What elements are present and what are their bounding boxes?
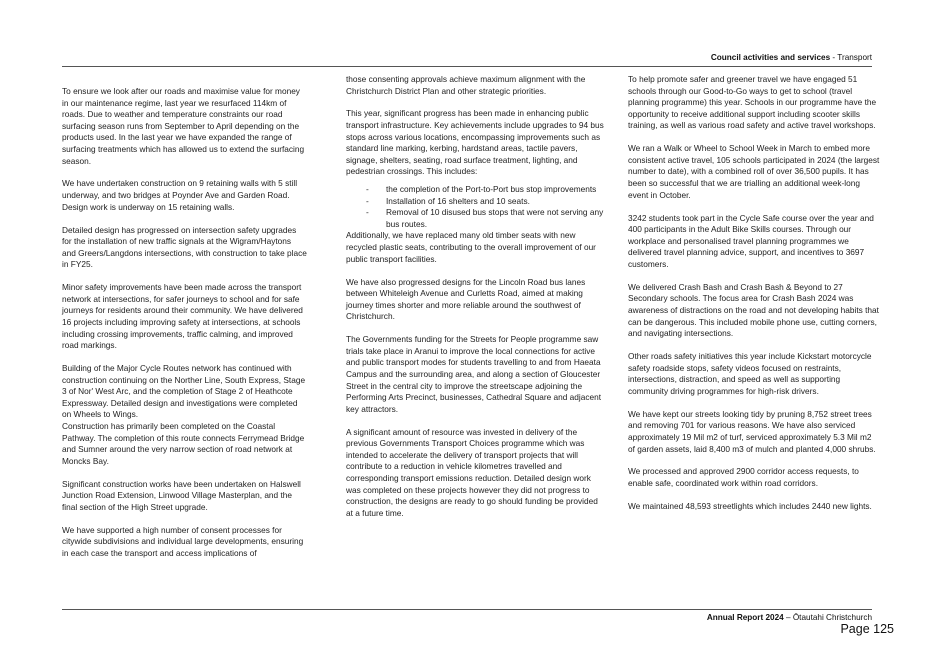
header-separator: -	[830, 53, 838, 62]
paragraph-major-cycle-routes: Building of the Major Cycle Routes network has continued with construction continuing on the Norther Line, South Express, Stage 3 of Nor' West Arc, and the completion of Stage 2 of Heathcote Expressway. Detailed design and investigations were completed on Wheels to Wings.	[62, 363, 306, 420]
paragraph-streetlights: We maintained 48,593 streetlights which includes 2440 new lights.	[628, 500, 872, 511]
paragraph-retaining-walls: We have undertaken construction on 9 retaining walls with 5 still underway, and two bridges at Poynder Ave and Garden Road. Design work is underway on 15 retaining walls.	[62, 178, 298, 212]
paragraph-cycle-safe: 3242 students took part in the Cycle Safe course over the year and 400 participants in the Adult Bike Skills courses. Through our workplace and personalised travel planning programmes we delivered travel planning advice, support, and incentives to 3697 customers.	[628, 212, 874, 269]
paragraph-coastal-pathway: Construction has primarily been completed on the Coastal Pathway. The completion of this route connects Ferrymead Bridge and Sumner around the very narrow section of road network at Moncks Bay.	[62, 421, 305, 466]
page-header	[711, 53, 872, 62]
paragraph-crash-bash: We delivered Crash Bash and Crash Bash & Beyond to 27 Secondary schools. The focus area for Crash Bash 2024 was awareness of distractions on the road and not developing habits that can be dangerous. This included mobile phone use, cutting corners, and navigating intersections.	[628, 281, 879, 339]
header-topic: Transport	[837, 53, 872, 62]
list-item: - Installation of 16 shelters and 10 seats.	[346, 196, 604, 208]
footer-rule	[62, 609, 872, 610]
list-item: - the completion of the Port-to-Port bus stop improvements	[346, 184, 604, 196]
paragraph-recycled-seats: Additionally, we have replaced many old timber seats with new recycled plastic seats, contributing to the overall improvement of our public transport facilities.	[346, 230, 596, 264]
paragraph-consent-processes: We have supported a high number of consent processes for citywide subdivisions and individual large developments, ensuring in each case the transport and access implications of	[62, 524, 304, 558]
paragraph-corridor-access: We processed and approved 2900 corridor access requests, to enable safe, coordinated work within road corridors.	[628, 466, 859, 488]
footer-report: Annual Report 2024	[706, 613, 784, 622]
text-column-2	[346, 74, 604, 531]
paragraph-lincoln-road: We have also progressed designs for the Lincoln Road bus lanes between Whiteleigh Avenue and Curletts Road, aimed at making journey times shorter and more reliable around the southwest of Christchurch.	[346, 276, 586, 322]
footer-separator: –	[783, 613, 793, 622]
page-number: Page 125	[840, 622, 894, 636]
footer-city: Ōtautahi Christchurch	[792, 613, 872, 622]
text-column-3	[628, 74, 880, 524]
paragraph-public-transport: This year, significant progress has been made in enhancing public transport infrastructure. Key achievements include upgrades to 94 bus stops across various locations, encompassing improvements such as standard line marking, kerbing, hardstand areas, tactile pavers, signage, shelters, seating, road surface treatment, lighting, and pedestrian crossings. This includes:	[346, 108, 604, 177]
paragraph-consenting: those consenting approvals achieve maximum alignment with the Christchurch District Plan and other strategic priorities.	[346, 74, 586, 96]
paragraph-streets-for-people: The Governments funding for the Streets for People programme saw trials take place in Aranui to improve the local connections for active and public transport modes for students travelling to and from Haeata Campus and the surrounding area, and along a section of Gloucester Street in the central city to improve the streetscape adjoining the Performing Arts Precinct, businesses, Cathedral Square and adjacent key attractors.	[346, 334, 602, 414]
paragraph-road-safety: Other roads safety initiatives this year include Kickstart motorcycle safety roadside stops, safety videos focused on restraints, intersections, distraction, and speed as well as supporting community driving programmes for high-risk drivers.	[628, 351, 872, 396]
paragraph-street-trees: We have kept our streets looking tidy by pruning 8,752 street trees and removing 701 for various reasons. We have also serviced approximately 19 Mil m2 of turf, serviced approximately 5.3 Mil m2 of garden assets, laid 8,400 m3 of mulch and planted 4,000 shrubs.	[628, 408, 876, 454]
page-footer	[707, 613, 872, 622]
paragraph-intersection-design: Detailed design has progressed on intersection safety upgrades for the installation of new traffic signals at the Wigram/Haytons and Greers/Langdons intersections, with construction to take place in FY25.	[62, 224, 307, 270]
paragraph-walk-or-wheel: We ran a Walk or Wheel to School Week in March to embed more consistent active travel, 105 schools participated in 2024 (the largest number to date), with a combined roll of over 36,500 pupils. It has been so successful that we are trialling an additional week-long event in October.	[628, 143, 880, 200]
paragraph-minor-safety: Minor safety improvements have been made across the transport network at intersections, for safer journeys to school and for safe journeys for residents around their community. We have delivered 16 projects including improving safety at intersections, at schools including crossing improvements, traffic calming, and improved road markings.	[62, 282, 303, 351]
paragraph-construction-works: Significant construction works have been undertaken on Halswell Junction Road Extension, Linwood Village Masterplan, and the final section of the High Street upgrade.	[62, 478, 301, 512]
list-item: - Removal of 10 disused bus stops that were not serving any bus routes.	[346, 207, 604, 230]
paragraph-resurfacing: To ensure we look after our roads and maximise value for money in our maintenance regime, last year we resurfaced 114km of roads. Due to weather and temperature constraints our road surfacing season runs from September to April depending on the products used. In the last year we have expanded the range of surfacing treatments which has allowed us to extend the surfacing season.	[62, 86, 305, 166]
paragraph-good-to-go: To help promote safer and greener travel we have engaged 51 schools through our Good-to-Go ways to get to school (travel planning programme) this year. Schools in our programme have the opportunity to receive additional support including scooter skills training, as well as various road safety and active travel workshops.	[628, 74, 877, 131]
bus-stop-list	[346, 184, 604, 230]
header-rule	[62, 66, 872, 67]
paragraph-transport-choices: A significant amount of resource was invested in delivery of the previous Governments Transport Choices programme which was intended to accelerate the delivery of transport projects that will contribute to a reduction in vehicle kilometres travelled and corresponding transport emissions reduction. Detailed design work was completed on these projects however they did not progress to construction, the designs are ready to go should funding be provided at a future time.	[346, 426, 598, 518]
text-column-1	[62, 86, 307, 571]
header-section: Council activities and services	[710, 53, 831, 62]
